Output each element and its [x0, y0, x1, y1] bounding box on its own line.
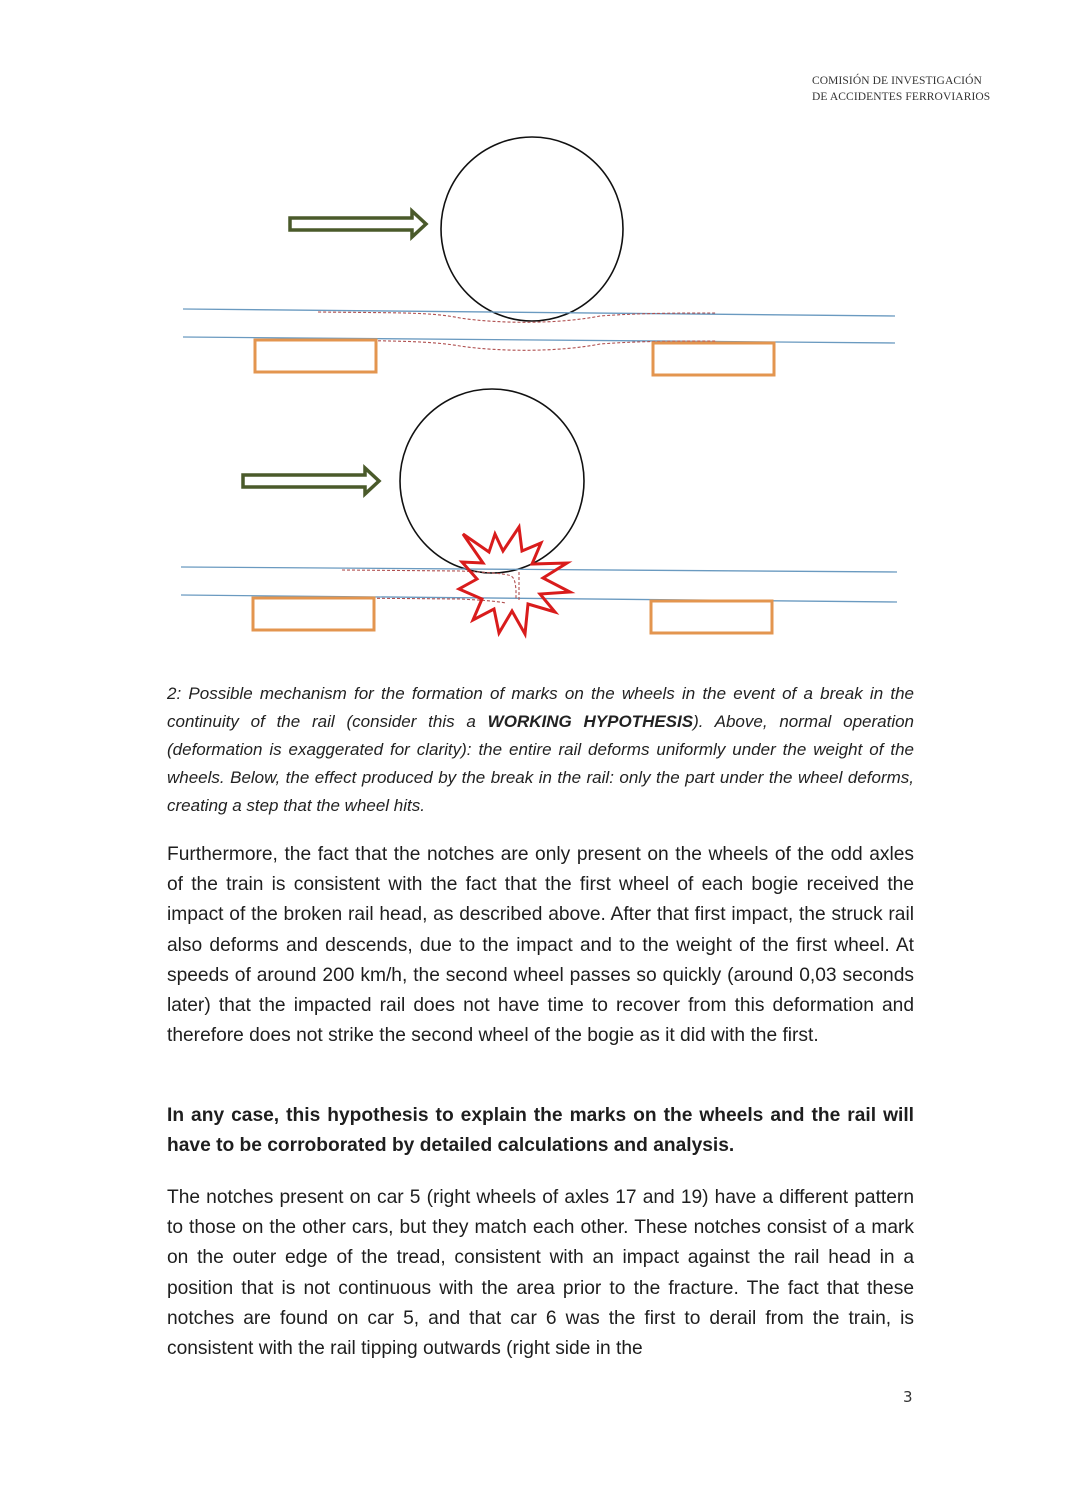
direction-arrow-icon [290, 211, 426, 237]
rail-top-line [181, 567, 897, 572]
direction-arrow-icon [243, 468, 379, 494]
panel-normal-operation [183, 137, 895, 375]
caption-text-end: ). Above, normal operation (deformation is exaggerated for clarity): the entire rail deforms uniformly under the weight of the wheels. Below, the effect produced by the break in the rail: only the part under the wheel deforms, creating a step that the wheel hits. [167, 712, 914, 815]
page-number: 3 [903, 1388, 913, 1406]
sleeper-left [253, 598, 374, 630]
sleeper-right [653, 343, 774, 375]
header-line-2: DE ACCIDENTES FERROVIARIOS [812, 91, 991, 103]
wheel [441, 137, 623, 321]
body-paragraph-2-emphasis: In any case, this hypothesis to explain the marks on the wheels and the rail will have to be corroborated by detailed calculations and analysis. [167, 1105, 914, 1157]
caption-text-start: 2: Possible mechanism for the formation of marks on the wheels in the event of a break in the continuity of the rail (consider this a [167, 684, 914, 731]
sleeper-right [651, 601, 772, 633]
panel-broken-rail [181, 389, 897, 634]
broken-rail-step-top [342, 570, 516, 600]
figure-caption [167, 680, 914, 820]
rail-break-diagram [0, 0, 1080, 660]
caption-emphasis: WORKING HYPOTHESIS [487, 712, 694, 731]
rail-top-line [183, 309, 895, 316]
header-line-1: COMISIÓN DE INVESTIGACIÓN [812, 75, 982, 87]
sleeper-left [255, 340, 376, 372]
body-paragraph-1: Furthermore, the fact that the notches are only present on the wheels of the odd axles of the train is consistent with the fact that the first wheel of each bogie received the impact of the broken rail head, as described above. After that first impact, the struck rail also deforms and descends, due to the impact and to the weight of the first wheel. At speeds of around 200 km/h, the second wheel passes so quickly (around 0,03 seconds later) that the impacted rail does not have time to recover from this deformation and therefore does not strike the second wheel of the bogie as it did with the first. [167, 844, 914, 1047]
body-paragraph-3: The notches present on car 5 (right wheels of axles 17 and 19) have a different pattern to those on the other cars, but they match each other. These notches consist of a mark on the outer edge of the tread, consistent with an impact against the rail head in a position that is not continuous with the area prior to the fracture. The fact that these notches are found on car 5, and that car 6 was the first to derail from the train, is consistent with the rail tipping outwards (right side in the [167, 1187, 914, 1360]
